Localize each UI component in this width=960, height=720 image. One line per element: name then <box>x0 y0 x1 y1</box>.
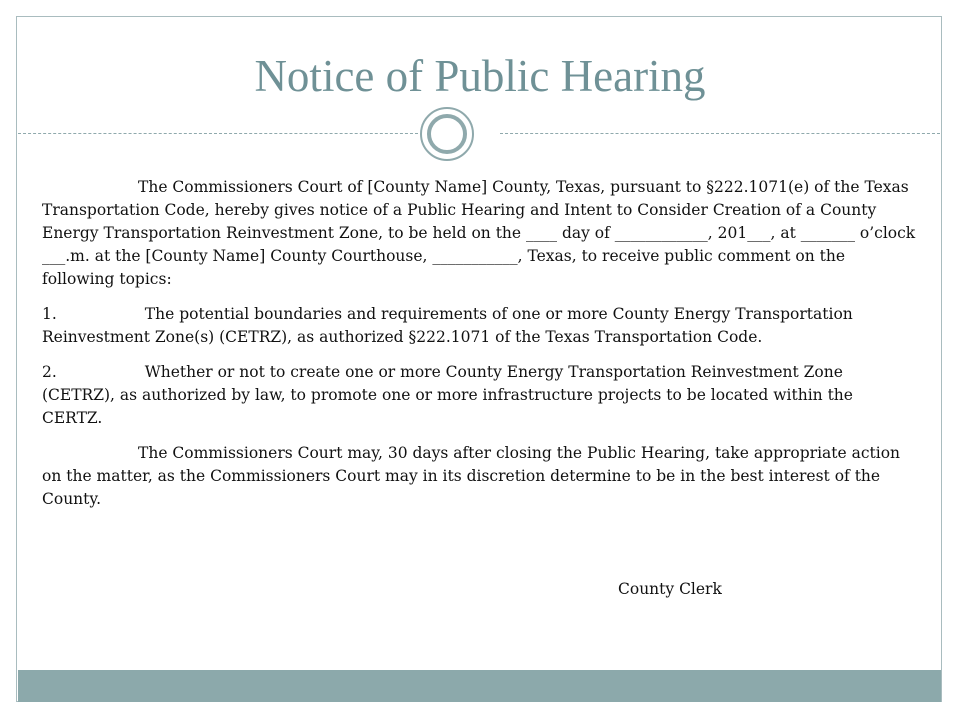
circle-ornament-icon <box>420 107 474 161</box>
item-number: 2. <box>42 363 57 381</box>
closing-paragraph <box>42 442 917 511</box>
intro-paragraph <box>42 176 917 291</box>
divider-left <box>18 133 418 134</box>
list-item <box>42 361 917 430</box>
intro-text: The Commissioners Court of [County Name] County, Texas, pursuant to §222.1071(e) of the Texas Transportation Code, hereby gives notice of a Public Hearing and Intent to Consider Creation of a County Energy Transportation Reinvestment Zone, to be held on the ____ day of ____________, 201___, at _______ o’clock ___.m. at the [County Name] County Courthouse, ___________, Texas, to receive public comment on the following topics: <box>42 178 916 288</box>
page-title: Notice of Public Hearing <box>254 51 706 101</box>
footer-bar <box>18 670 941 702</box>
notice-body <box>42 176 917 523</box>
signature-line: County Clerk <box>618 580 722 598</box>
item-text: The potential boundaries and requirements of one or more County Energy Transportation Reinvestment Zone(s) (CETRZ), as authorized §222.1071 of the Texas Transportation Code. <box>42 305 853 346</box>
divider-right <box>500 133 940 134</box>
list-item <box>42 303 917 349</box>
closing-text: The Commissioners Court may, 30 days after closing the Public Hearing, take appropriate action on the matter, as the Commissioners Court may in its discretion determine to be in the best interest of the County. <box>42 444 901 508</box>
item-text: Whether or not to create one or more County Energy Transportation Reinvestment Zone (CETRZ), as authorized by law, to promote one or more infrastructure projects to be located within the CERTZ. <box>42 363 853 427</box>
circle-ornament-inner <box>427 114 467 154</box>
item-number: 1. <box>42 305 57 323</box>
